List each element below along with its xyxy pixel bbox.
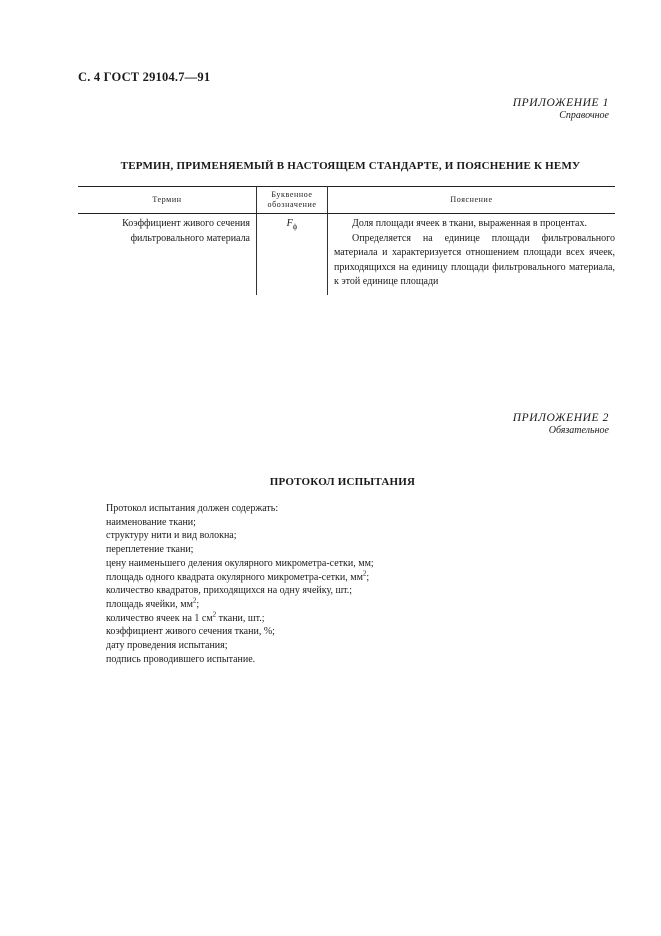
appendix-2-label: [513, 412, 609, 436]
symbol-cell: [257, 214, 328, 296]
explanation-cell: [328, 214, 616, 296]
protocol-list: [106, 502, 374, 666]
list-item: подпись проводившего испытание.: [106, 653, 256, 665]
list-item-end: ткани, шт.;: [216, 612, 265, 624]
list-item: переплетение ткани;: [106, 544, 194, 556]
list-item: [106, 571, 374, 585]
column-header-explanation: Пояснение: [328, 187, 616, 214]
term-line-2: фильтровального материала: [130, 232, 250, 244]
superscript: 2: [192, 596, 197, 605]
list-item: коэффициент живого сечения ткани, %;: [106, 626, 275, 638]
list-item-text: площадь ячейки, мм: [106, 598, 193, 610]
list-item: [106, 612, 374, 626]
column-header-symbol-line2: обозначение: [267, 200, 317, 209]
appendix-1-label: [513, 97, 609, 121]
list-item-end: ;: [196, 598, 200, 610]
term-cell: [78, 214, 257, 296]
section-1-title: ТЕРМИН, ПРИМЕНЯЕМЫЙ В НАСТОЯЩЕМ СТАНДАРТЕ, И ПОЯСНЕНИЕ К НЕМУ: [120, 160, 581, 172]
column-header-term: Термин: [78, 187, 257, 214]
protocol-intro: Протокол испытания должен содержать:: [106, 503, 279, 514]
list-item: [106, 598, 374, 612]
column-header-symbol: [257, 187, 328, 214]
list-item: дату проведения испытания;: [106, 640, 228, 652]
list-item: количество квадратов, приходящихся на одну ячейку, шт.;: [106, 585, 353, 597]
superscript: 2: [362, 569, 367, 578]
appendix-2-kind: Обязательное: [548, 425, 609, 436]
term-line-1: Коэффициент живого сечения: [122, 218, 250, 229]
terms-table: [78, 186, 615, 295]
list-item: цену наименьшего деления окулярного микрометра-сетки, мм;: [106, 557, 374, 569]
appendix-1-number: ПРИЛОЖЕНИЕ 1: [512, 97, 609, 109]
section-2-title: ПРОТОКОЛ ИСПЫТАНИЯ: [269, 476, 416, 488]
column-header-symbol-line1: Буквенное: [271, 190, 313, 199]
explanation-paragraph-1: Доля площади ячеек в ткани, выраженная в процентах.: [352, 218, 587, 229]
symbol-main: F: [286, 218, 293, 229]
appendix-1-kind: Справочное: [559, 110, 609, 121]
table-row: [78, 214, 615, 296]
appendix-2-number: ПРИЛОЖЕНИЕ 2: [512, 412, 609, 424]
explanation-paragraph-2: Определяется на единице площади фильтровального материала и характеризуется отношением площади всех ячеек, приходящихся на единицу площади фильтровального материала, к этой единице площади: [334, 232, 615, 287]
terms-table-header-row: [78, 187, 615, 214]
list-item-text: количество ячеек на 1 см: [106, 612, 213, 624]
list-item: структуру нити и вид волокна;: [106, 530, 237, 542]
superscript: 2: [212, 610, 217, 619]
symbol-subscript: ф: [292, 223, 298, 231]
list-item-end: ;: [366, 571, 370, 583]
list-item: наименование ткани;: [106, 516, 196, 528]
page-header: С. 4 ГОСТ 29104.7—91: [78, 70, 211, 84]
list-item-text: площадь одного квадрата окулярного микрометра-сетки, мм: [106, 571, 363, 583]
